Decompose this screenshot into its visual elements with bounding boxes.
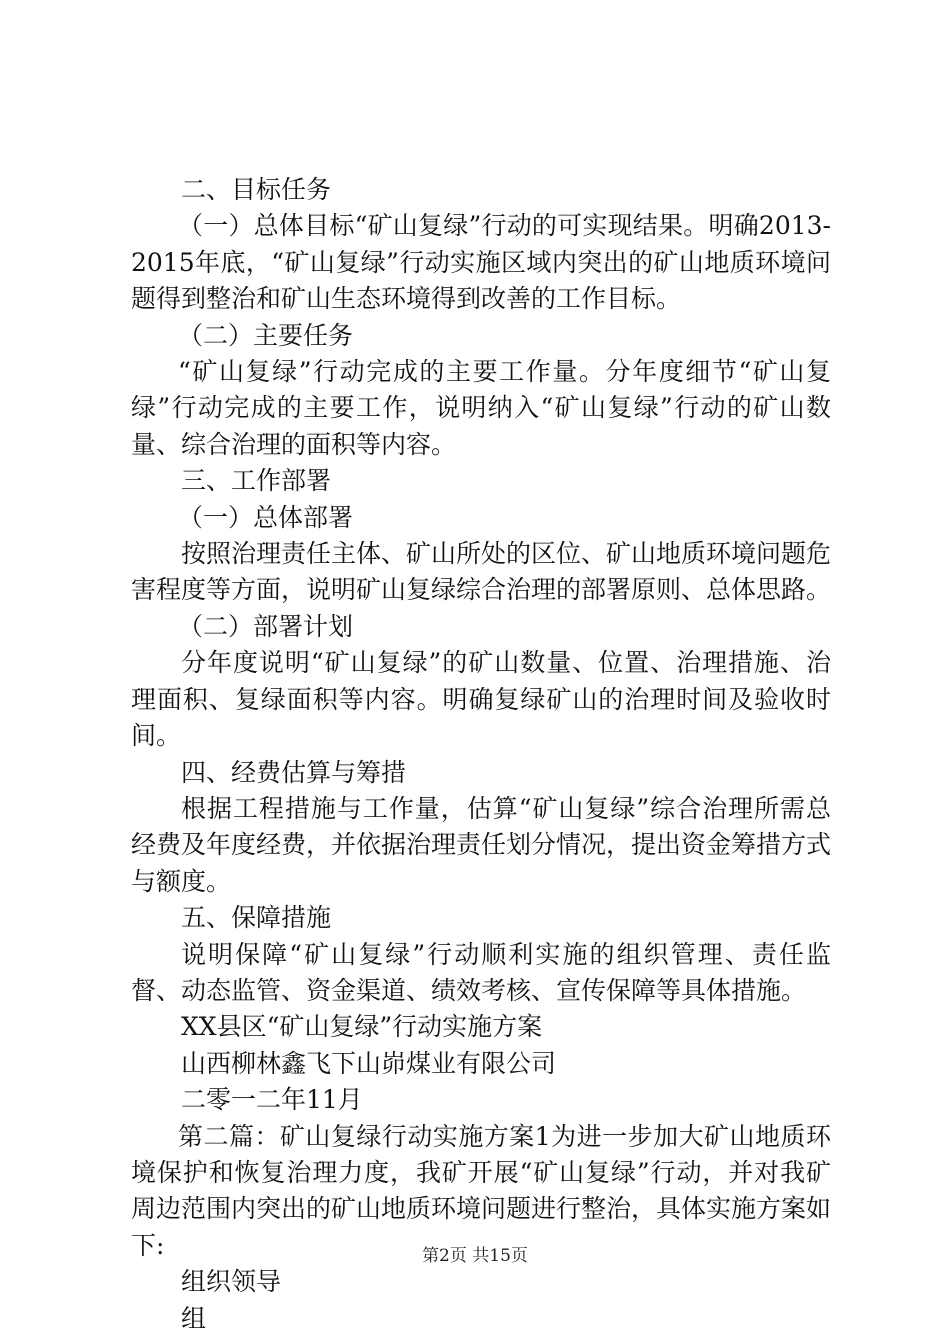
document-body (131, 172, 831, 1337)
section-heading-targets: 二、目标任务 (181, 175, 332, 204)
plan-title-line: XX县区“矿山复绿”行动实施方案 (181, 1012, 543, 1042)
page-number-footer: 第2页 共15页 (422, 1246, 528, 1266)
section-heading-safeguards: 五、保障措施 (181, 903, 332, 933)
subheading-main-tasks: （二）主要任务 (178, 320, 354, 350)
paragraph-safeguards: 说明保障“矿山复绿”行动顺利实施的组织管理、责任监督、动态监管、资金渠道、绩效考核、宣传保障等具体措施。 (131, 939, 831, 1005)
paragraph-main-tasks: “矿山复绿”行动完成的主要工作量。分年度细节“矿山复绿”行动完成的主要工作，说明纳入“矿山复绿”行动的矿山数量、综合治理的面积等内容。 (131, 357, 831, 459)
company-name-line: 山西柳林鑫飞下山峁煤业有限公司 (181, 1048, 557, 1078)
section-heading-deployment: 三、工作部署 (181, 466, 332, 496)
subheading-organization: 组织领导 (181, 1267, 282, 1297)
date-line: 二零一二年11月 (181, 1085, 363, 1115)
subheading-overall-deployment: （一）总体部署 (178, 502, 354, 532)
section-heading-funding: 四、经费估算与筹措 (181, 757, 407, 787)
subheading-deployment-plan: （二）部署计划 (178, 611, 354, 641)
paragraph-second-part: 第二篇：矿山复绿行动实施方案1为进一步加大矿山地质环境保护和恢复治理力度，我矿开展“矿山复绿”行动，并对我矿周边范围内突出的矿山地质环境问题进行整治，具体实施方案如下: (131, 1121, 832, 1260)
paragraph-deployment-plan: 分年度说明“矿山复绿”的矿山数量、位置、治理措施、治理面积、复绿面积等内容。明确复绿矿山的治理时间及验收时间。 (131, 648, 831, 751)
paragraph-overall-goal: （一）总体目标“矿山复绿”行动的可实现结果。明确2013-2015年底，“矿山复绿”行动实施区域内突出的矿山地质环境问题得到整治和矿山生态环境得到改善的工作目标。 (131, 211, 831, 314)
paragraph-funding: 根据工程措施与工作量，估算“矿山复绿”综合治理所需总经费及年度经费，并依据治理责任划分情况，提出资金筹措方式与额度。 (131, 793, 832, 896)
paragraph-overall-deployment: 按照治理责任主体、矿山所处的区位、矿山地质环境问题危害程度等方面，说明矿山复绿综合治理的部署原则、总体思路。 (131, 539, 832, 605)
paragraph-fragment: 组 (181, 1303, 207, 1333)
